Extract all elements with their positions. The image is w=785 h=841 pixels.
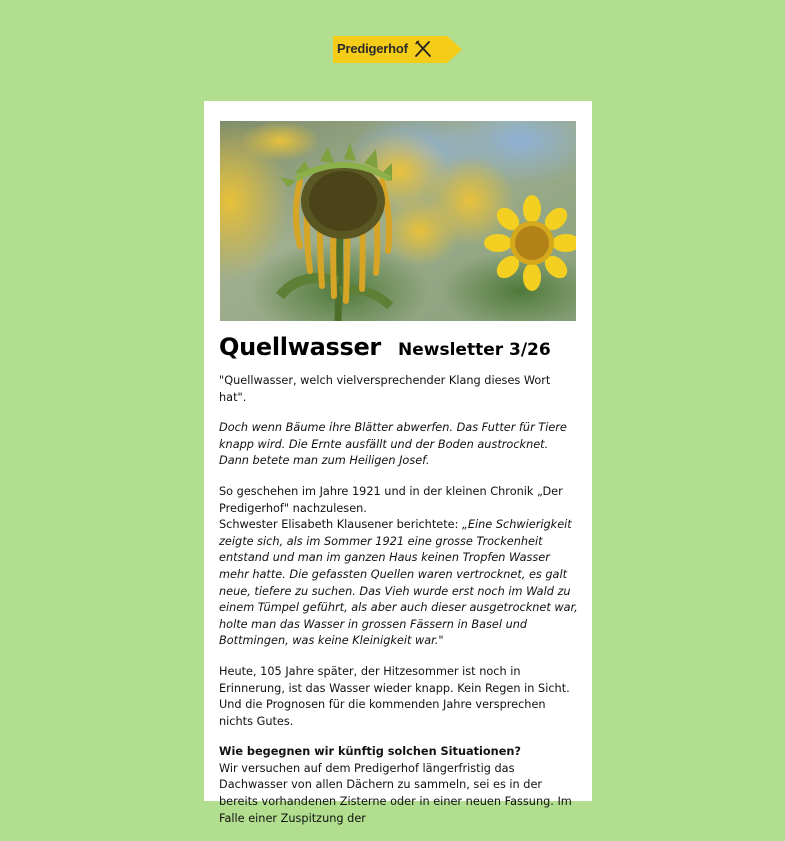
today-paragraph: Heute, 105 Jahre später, der Hitzesommer ist noch in Erinnerung, ist das Wasser wieder knapp. Kein Regen in Sicht. Und die Prognosen für die kommenden Jahre versprechen nichts Gutes. [219, 664, 570, 728]
newsletter-issue: Newsletter 3/26 [398, 340, 551, 360]
hero-image-sunflower [220, 121, 576, 321]
history-paragraph [219, 484, 579, 650]
newsletter-header [219, 333, 579, 367]
history-quote: „Eine Schwierigkeit zeigte sich, als im Sommer 1921 eine grosse Trockenheit entstand und man im ganzen Haus keinen Tropfen Wasser mehr hatte. Die gefassten Quellen waren vertrocknet, es galt neue, tiefere zu suchen. Das Vieh wurde erst noch im Wald zu einem Tümpel geführt, als aber auch dieser ausgetrocknet war, holte man das Wasser in grossen Fässern in Basel und Bottmingen, was keine Kleinigkeit war. [219, 518, 578, 648]
history-quote-close: " [438, 634, 444, 648]
predigerhof-logo[interactable] [333, 36, 462, 63]
question-heading: Wie begegnen wir künftig solchen Situationen? [219, 745, 521, 759]
history-attribution: Schwester Elisabeth Klausener berichtete: [219, 518, 462, 532]
newsletter-body [219, 373, 579, 841]
logo-text: Predigerhof [337, 41, 408, 56]
newsletter-card [204, 101, 592, 825]
history-intro: So geschehen im Jahre 1921 und in der kleinen Chronik „Der Predigerhof" nachzulesen. [219, 484, 563, 515]
answer-text: Wir versuchen auf dem Predigerhof längerfristig das Dachwasser von allen Dächern zu sammeln, sei es in der bereits vorhandenen Zisterne oder in einer neuen Fassung. Im Falle einer Zuspitzung der [219, 761, 572, 825]
newsletter-title: Quellwasser [219, 333, 381, 361]
opening-quote: "Quellwasser, welch vielversprechender Klang dieses Wort hat". [219, 374, 551, 404]
intro-paragraph: Doch wenn Bäume ihre Blätter abwerfen. Das Futter für Tiere knapp wird. Die Ernte ausfällt und der Boden austrocknet. Dann betete man zum Heiligen Josef. [219, 421, 567, 468]
